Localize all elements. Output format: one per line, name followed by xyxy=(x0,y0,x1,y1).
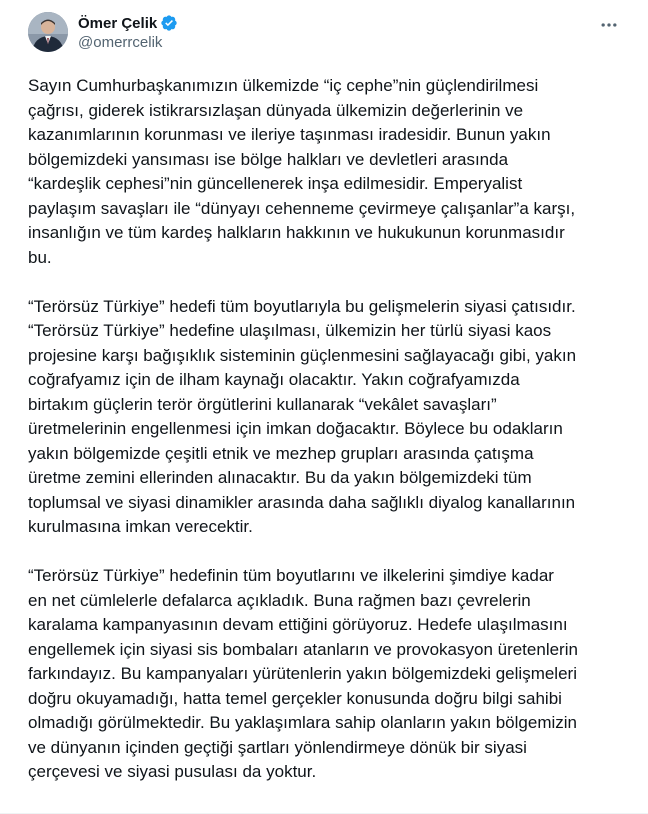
author-handle[interactable]: @omerrcelik xyxy=(78,34,163,51)
tweet-paragraph xyxy=(28,295,632,540)
tweet-line: üretmelerinin engellenmesi için imkan doğacaktır. Böylece bu odakların xyxy=(28,419,563,438)
tweet-line: coğrafyamız için de ilham kaynağı olacaktır. Yakın coğrafyamızda xyxy=(28,370,520,389)
tweet-line: en net cümlelerle defalarca açıkladık. Buna rağmen bazı çevrelerin xyxy=(28,590,531,610)
tweet-line: çağrısı, giderek istikrarsızlaşan dünyada ülkemizin değerlerinin ve xyxy=(28,100,524,120)
tweet-line: projesine karşı bağışıklık sisteminin güçlenmesini sağlayacağı gibi, yakın xyxy=(28,345,577,365)
tweet-line: bu. xyxy=(28,247,52,267)
author-names xyxy=(78,12,178,51)
more-options-icon[interactable] xyxy=(596,14,622,36)
tweet-line: ve dünyanın içinden geçtiği şartları yönlendirmeye dönük bir siyasi xyxy=(28,737,527,757)
avatar[interactable] xyxy=(28,12,68,52)
tweet-line: kazanımlarının korunması ve ileriye taşınması iradesidir. Bunun yakın xyxy=(28,125,551,144)
tweet-header xyxy=(28,12,632,72)
tweet-line: toplumsal ve siyasi dinamikler arasında daha sağlıklı diyalog kanallarının xyxy=(28,492,576,512)
tweet-line: insanlığın ve tüm kardeş halkların hakkının ve hukukunun korunmasıdır xyxy=(28,223,565,242)
avatar-photo xyxy=(28,12,68,52)
tweet-line: “kardeşlik cephesi”nin güncellenerek inşa edilmesidir. Emperyalist xyxy=(28,174,523,193)
tweet-line: Sayın Cumhurbaşkanımızın ülkemizde “iç cephe”nin güçlendirilmesi xyxy=(28,76,539,95)
tweet-line: üretme zemini ellerinden alınacaktır. Bu da yakın bölgemizdeki tüm xyxy=(28,468,532,487)
tweet-line: paylaşım savaşları ile “dünyayı cehenneme çevirmeye çalışanlar”a karşı, xyxy=(28,198,576,218)
tweet-line: karalama kampanyasının devam ettiğini görüyoruz. Hedefe ulaşılmasını xyxy=(28,615,568,634)
tweet-line: “Terörsüz Türkiye” hedefi tüm boyutlarıyla bu gelişmelerin siyasi çatısıdır. xyxy=(28,296,576,316)
tweet-line: kurulmasına imkan verecektir. xyxy=(28,517,253,536)
tweet-text xyxy=(28,74,632,785)
tweet-line: olmadığı görülmektedir. Bu yaklaşımlara sahip olanların yakın bölgemizin xyxy=(28,713,577,732)
display-name[interactable]: Ömer Çelik xyxy=(78,14,158,32)
tweet-line: bölgemizdeki yansıması ise bölge halkları ve devletleri arasında xyxy=(28,149,509,169)
tweet-line: yakın bölgemizde çeşitli etnik ve mezhep grupları arasında çatışma xyxy=(28,443,534,463)
tweet-line: “Terörsüz Türkiye” hedefine ulaşılması, ülkemizin her türlü siyasi kaos xyxy=(28,321,552,340)
tweet-line: çerçevesi ve siyasi pusulası da yoktur. xyxy=(28,762,317,781)
tweet-line: engellemek için siyasi sis bombaları atanların ve provokasyon üretenlerin xyxy=(28,639,578,659)
tweet-line: birtakım güçlerin terör örgütlerini kullanarak “vekâlet savaşları” xyxy=(28,394,497,414)
tweet-line: “Terörsüz Türkiye” hedefinin tüm boyutlarını ve ilkelerini şimdiye kadar xyxy=(28,566,554,585)
verified-badge-icon xyxy=(160,14,178,32)
tweet-paragraph xyxy=(28,564,632,785)
tweet-line: farkındayız. Bu kampanyaları yürütenlerin yakın bölgemizdeki gelişmeleri xyxy=(28,664,577,683)
name-row xyxy=(78,13,178,33)
tweet-paragraph xyxy=(28,74,632,270)
tweet-line: doğru okuyamadığı, hatta temel gerçekler konusunda doğru bilgi sahibi xyxy=(28,688,562,708)
